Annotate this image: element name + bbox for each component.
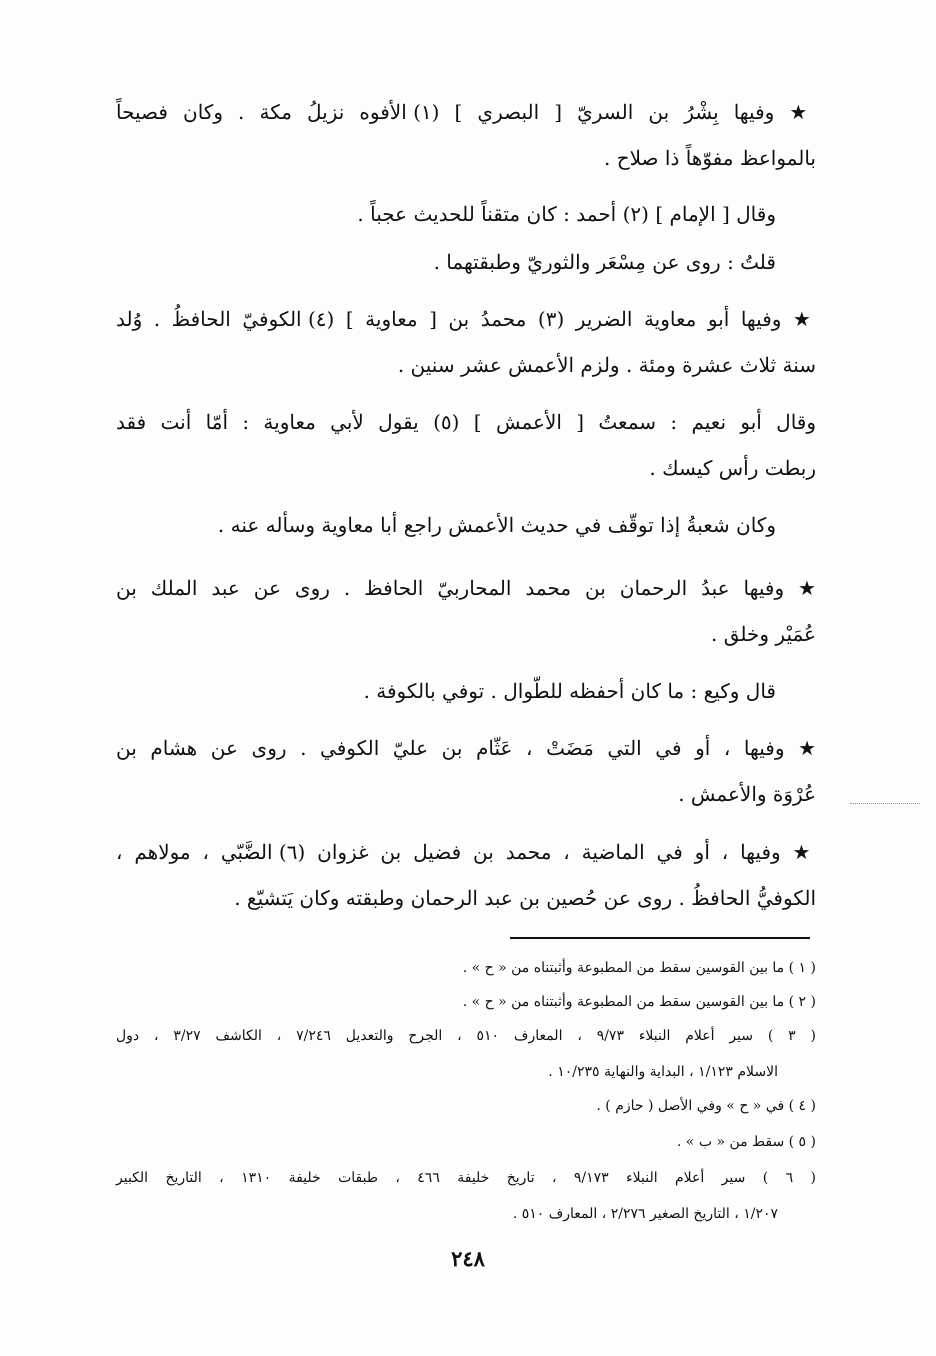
footnote-2: ( ٢ ) ما بين القوسين سقط من المطبوعة وأثبتناه من « ح » . <box>462 994 816 1010</box>
footnote-3-line-2: الاسلام ١/١٢٣ ، البداية والنهاية ١٠/٢٣٥ . <box>548 1064 778 1080</box>
waki-quote-line: قال وكيع : ما كان أحفظه للطّوال . توفي بالكوفة . <box>363 679 776 703</box>
entry-aththam-line-2: عُرْوَة والأعمش . <box>678 782 816 806</box>
footnote-6-line-2: ١/٢٠٧ ، التاريخ الصغير ٢/٢٧٦ ، المعارف ٥١٠ . <box>512 1206 778 1222</box>
abu-nuaym-quote-line-2: ربطت رأس كيسك . <box>649 456 816 480</box>
entry-abu-muawiya-line-1: ★ وفيها أبو معاوية الضرير (٣) محمدُ بن [ معاوية ] (٤) الكوفيّ الحافظُ . وُلد <box>116 307 817 331</box>
entry-ibn-fudayl-line-2: الكوفيُّ الحافظُ . روى عن حُصين بن عبد الرحمان وطبقته وكان يَتشيّع . <box>234 886 816 910</box>
footnote-5: ( ٥ ) سقط من « ب » . <box>676 1134 816 1150</box>
footnote-separator <box>510 937 810 939</box>
entry-muharibi-line-2: عُمَيْر وخلق . <box>711 622 816 646</box>
author-note-line: قلتُ : روى عن مِسْعَر والثوريّ وطبقتهما . <box>433 250 776 274</box>
entry-muharibi-line-1: ★ وفيها عبدُ الرحمان بن محمد المحاربيّ الحافظ . روى عن عبد الملك بن <box>116 576 816 600</box>
abu-nuaym-quote-line-1: وقال أبو نعيم : سمعتُ [ الأعمش ] (٥) يقول لأبي معاوية : أمّا أنت فقد <box>116 410 817 434</box>
footnote-3-line-1: ( ٣ ) سير أعلام النبلاء ٩/٧٣ ، المعارف ٥١٠ ، الجرح والتعديل ٧/٢٤٦ ، الكاشف ٣/٢٧ ، دول <box>116 1028 816 1044</box>
margin-mark <box>850 803 920 804</box>
entry-aththam-line-1: ★ وفيها ، أو في التي مَضَتْ ، عَثّام بن عليّ الكوفي . روى عن هشام بن <box>116 736 816 760</box>
ahmad-quote-line: وقال [ الإمام ] (٢) أحمد : كان متقناً للحديث عجباً . <box>357 202 776 226</box>
footnote-4: ( ٤ ) في « ح » وفي الأصل ( حازم ) . <box>596 1098 816 1114</box>
entry-bishr-line-2: بالمواعظ مفوّهاً ذا صلاح . <box>603 146 816 170</box>
footnote-1: ( ١ ) ما بين القوسين سقط من المطبوعة وأثبتناه من « ح » . <box>462 960 816 976</box>
footnote-6-line-1: ( ٦ ) سير أعلام النبلاء ٩/١٧٣ ، تاريخ خليفة ٤٦٦ ، طبقات خليفة ١٣١٠ ، التاريخ الكبير <box>116 1170 816 1186</box>
entry-bishr-line-1: ★ وفيها بِشْرُ بن السريّ [ البصري ] (١) الأفوه نزيلُ مكة . وكان فصيحاً <box>116 100 816 124</box>
page-number: ٢٤٨ <box>451 1246 485 1271</box>
entry-abu-muawiya-line-2: سنة ثلاث عشرة ومئة . ولزم الأعمش عشر سنين . <box>397 353 816 377</box>
shuba-line: وكان شعبةُ إذا توقّف في حديث الأعمش راجع أبا معاوية وسأله عنه . <box>217 513 776 537</box>
entry-ibn-fudayl-line-1: ★ وفيها ، أو في الماضية ، محمد بن فضيل بن غزوان (٦) الضَّبّي ، مولاهم ، <box>116 840 816 864</box>
